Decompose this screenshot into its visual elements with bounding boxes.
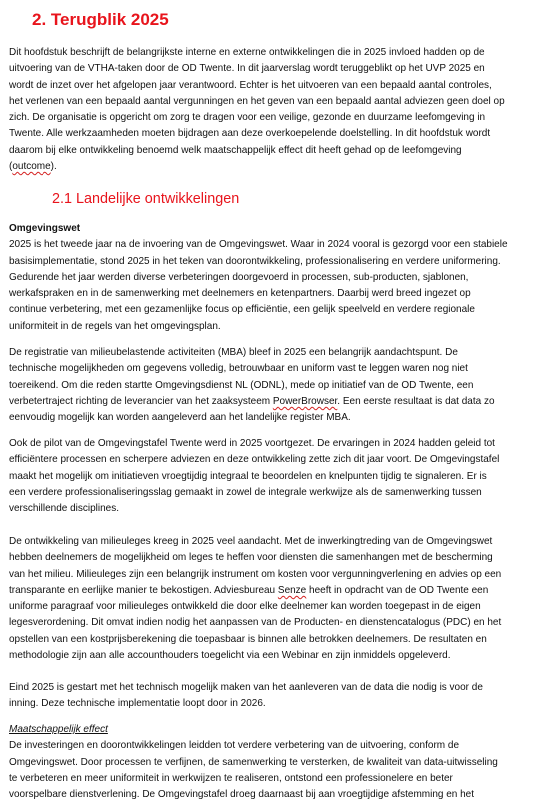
intro-line-6: Twente. Alle werkzaamheden moeten bijdragen aan deze overkoepelende doelstelling. In dit hoofdstuk wordt [9,128,491,140]
p2-line-2: technische mogelijkheden om gegevens volledig, betrouwbaar en uniform vast te leggen waren nog niet [9,363,468,375]
intro-line-8 [9,159,531,175]
p4-line-5: uniforme paragraaf voor milieuleges ontwikkeld die door elke deelnemer kan worden toegepast in de eigen [9,601,481,613]
section-heading: 2.1 Landelijke ontwikkelingen [52,191,240,207]
p1-line-2: basisimplementatie, stond 2025 in het teken van doorontwikkeling, professionalisering en verdere uniformering. [9,255,501,267]
spellcheck-word-outcome: outcome [12,161,51,173]
intro-line-7: daarom bij elke ontwikkeling benoemd welk maatschappelijk effect dit heeft gehad op de leefomgeving [9,144,462,156]
p4-line-2: hebben deelnemers de mogelijkheid om leges te heffen voor diensten die samenhangen met de bescherming [9,552,493,564]
intro-paragraph [9,45,535,175]
intro-last-post: ). [50,161,57,173]
p4-line-4-post: heeft in opdracht van de OD Twente een [306,584,489,596]
p1-line-6: uniformiteit in de regels van het omgevingsplan. [9,320,221,332]
p2-line-4-pre: verbetertraject richting de leverancier van het zaaksysteem [9,395,273,407]
p5-line-1: Eind 2025 is gestart met het technisch mogelijk maken van het aanleveren van de data die nodig is voor de [9,682,483,693]
p2-line-5: eenvoudig mogelijk kan worden aangeleverd aan het landelijke register MBA. [9,412,351,424]
p4-line-1: De ontwikkeling van milieuleges kreeg in 2025 veel aandacht. Met de inwerkingtreding van de Omgevingswet [9,536,493,547]
p1-line-4: werkafspraken en in de samenwerking met deelnemers en ketenpartners. Daarbij werd breed ingezet op [9,288,471,300]
p2-line-4 [9,394,531,410]
spellcheck-word-powerbrowser: PowerBrowser [272,395,338,407]
p1-line-5: continue verbetering, met een gezamenlijke focus op efficiëntie, een gelijk speelveld en verdere regionale [9,304,475,316]
p6-line-1: De investeringen en doorontwikkelingen leidden tot verdere verbetering van de uitvoering, conform de [9,740,460,752]
p4-line-8: methodologie zijn aan alle accounthouders toegelicht via een Webinar en zijn inmiddels opgeleverd. [9,650,451,662]
intro-last-pre: ( [9,161,13,173]
intro-line-5: zich. De organisatie is opgericht om zorg te dragen voor een veilige, gezonde en duurzame leefomgeving in [9,112,486,124]
milieuleges-paragraph [9,534,535,664]
spellcheck-word-senze: Senze [277,584,307,596]
p2-line-1: De registratie van milieubelastende activiteiten (MBA) bleef in 2025 een belangrijk aandachtspunt. De [9,347,458,358]
p4-line-7: opstellen van een kostprijsberekening die toepasbaar is binnen alle betrokken deelnemers. De resultaten en [9,633,487,645]
p4-line-4-pre: transparante en eerlijke manier te bekostigen. Adviesbureau [9,584,278,596]
p2-line-4-post: . Een eerste resultaat is dat data zo [337,395,495,407]
omgevingstafel-paragraph [9,436,535,517]
omgevingswet-title: Omgevingswet [9,223,81,234]
intro-line-1: Dit hoofdstuk beschrijft de belangrijkste interne en externe ontwikkelingen die in 2025 invloed hadden op de [9,47,485,58]
p4-line-3: van het milieu. Milieuleges zijn een belangrijk instrument om kosten voor vergunningverlening en advies op een [9,568,502,580]
p6-line-3: te verbeteren en meer uniformiteit in werkwijzen te realiseren, ontstond een professionelere en beter [9,772,453,784]
p1-line-3: Gedurende het jaar werden diverse verbeteringen doorgevoerd in processen, sub-producten, sjablonen, [9,271,469,283]
p6-line-2: Omgevingswet. Door processen te verfijnen, de samenwerking te versterken, de kwaliteit van data-uitwisseling [9,756,498,768]
p4-line-6: legesverordening. Dit omvat indien nodig het aanpassen van de Producten- en dienstencatalogus (PDC) en het [9,617,502,629]
p1-line-1: 2025 is het tweede jaar na de invoering van de Omgevingswet. Waar in 2024 vooral is gezorgd voor een stabiele [9,239,508,251]
p3-line-4: een verdere professionaliseringsslag gemaakt in zowel de integrale werkwijze als de samenwerking tussen [9,486,482,498]
omgevingswet-paragraph [9,221,535,335]
intro-line-4: het verlenen van een bepaald aantal vergunningen en het geven van een bepaald aantal adviezen geen doel op [9,95,505,107]
mba-paragraph [9,345,535,426]
intro-line-3: wordt de inzet over het afgelopen jaar verantwoord. Echter is het uitvoeren van een bepaald aantal controles, [9,79,492,91]
p6-line-4: voorspelbare dienstverlening. De Omgevingstafel droeg daarnaast bij aan vroegtijdige afstemming en het [9,789,474,801]
p4-line-4 [9,583,531,599]
inning-paragraph [9,680,535,713]
chapter-heading: 2. Terugblik 2025 [32,10,169,29]
p2-line-3: toereikend. Om die reden startte Omgevingsdienst NL (ODNL), mede op initiatief van de OD Twente, een [9,379,474,391]
effect-title: Maatschappelijk effect [9,724,108,735]
p3-line-2: efficiëntere processen en scherpere adviezen en deze ontwikkeling zette zich dit jaar voort. De Omgevingstafel [9,454,500,466]
p3-line-5: verschillende disciplines. [9,503,119,515]
p3-line-1: Ook de pilot van de Omgevingstafel Twente werd in 2025 voortgezet. De ervaringen in 2024 hadden geleid tot [9,438,495,449]
intro-line-2: uitvoering van de VTHA-taken door de OD Twente. In dit jaarverslag wordt teruggeblikt op het UVP 2025 en [9,63,485,75]
effect-paragraph [9,722,535,803]
p5-line-2: inning. Deze technische implementatie loopt door in 2026. [9,698,266,710]
p3-line-3: maakt het mogelijk om initiatieven vroegtijdig integraal te beoordelen en knelpunten tijdig te signaleren. Er is [9,470,487,482]
